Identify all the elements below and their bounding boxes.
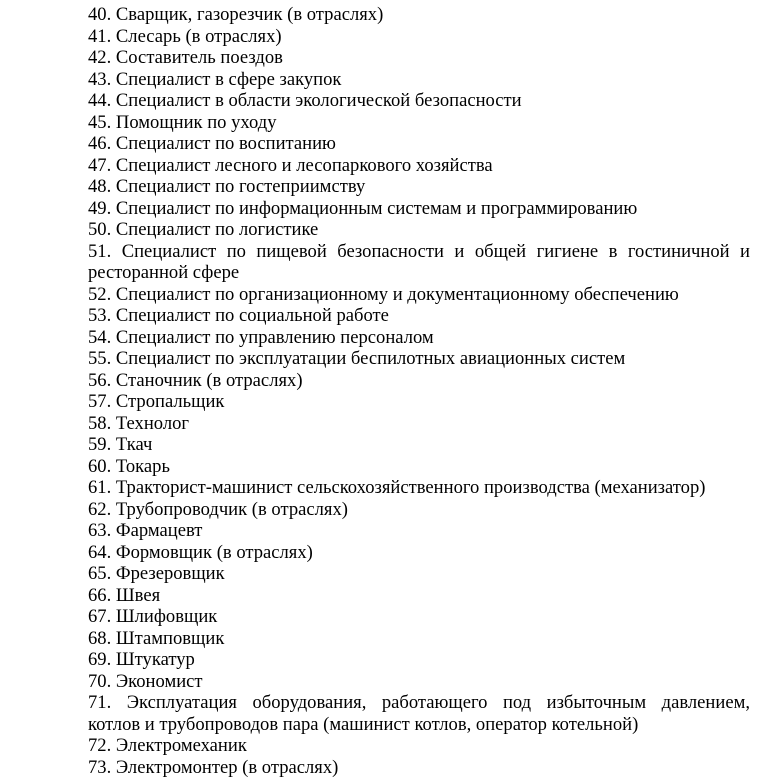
list-item-47: 47. Специалист лесного и лесопаркового хозяйства [88,154,493,176]
item-number: 41. [88,25,112,47]
item-number: 44. [88,90,112,111]
list-item-44: 44. Специалист в области экологической безопасности [88,90,522,111]
item-number: 71. [88,692,112,713]
item-number: 65. [88,563,112,584]
list-item-49: 49. Специалист по информационным системам и программированию [88,197,638,219]
list-item-57: 57. Стропальщик [88,391,225,412]
list-item-58: 58. Технолог [88,412,190,434]
list-item-55: 55. Специалист по эксплуатации беспилотных авиационных систем [88,348,626,369]
item-number: 56. [88,369,112,391]
item-number: 55. [88,348,112,369]
item-number: 46. [88,133,112,154]
item-number: 43. [88,68,112,90]
item-number: 72. [88,735,112,756]
list-item-65: 65. Фрезеровщик [88,563,225,584]
item-number: 73. [88,756,112,778]
item-number: 52. [88,283,112,305]
item-number: 66. [88,584,112,606]
item-number: 67. [88,606,112,627]
list-item-67: 67. Шлифовщик [88,606,218,627]
list-item-56: 56. Станочник (в отраслях) [88,369,303,391]
item-number: 50. [88,219,112,240]
item-number: 49. [88,197,112,219]
item-number: 42. [88,47,112,68]
list-item-63: 63. Фармацевт [88,520,203,541]
item-number: 45. [88,111,112,133]
list-item-62: 62. Трубопроводчик (в отраслях) [88,498,348,520]
list-item-71-continuation: котлов и трубопроводов пара (машинист котлов, оператор котельной) [88,713,639,735]
occupations-list [88,4,750,778]
list-item-61: 61. Тракторист-машинист сельскохозяйственного производства (механизатор) [88,477,706,498]
item-number: 60. [88,455,112,477]
item-number: 64. [88,541,112,563]
list-item-40: 40. Сварщик, газорезчик (в отраслях) [88,4,384,25]
item-number: 59. [88,434,112,455]
list-item-52: 52. Специалист по организационному и документационному обеспечению [88,283,679,305]
item-number: 47. [88,154,112,176]
item-number: 40. [88,4,112,25]
list-item-43: 43. Специалист в сфере закупок [88,68,342,90]
list-item-41: 41. Слесарь (в отраслях) [88,25,282,47]
list-item-72: 72. Электромеханик [88,735,247,756]
list-item-66: 66. Швея [88,584,161,606]
list-item-48: 48. Специалист по гостеприимству [88,176,366,197]
list-item-68: 68. Штамповщик [88,627,225,649]
item-number: 53. [88,305,112,326]
item-number: 70. [88,670,112,692]
item-number: 68. [88,627,112,649]
list-item-51-continuation: ресторанной сфере [88,262,240,283]
list-item-51: 51. Специалист по пищевой безопасности и общей гигиене в гостиничной и [88,240,750,262]
list-item-70: 70. Экономист [88,670,203,692]
list-item-46: 46. Специалист по воспитанию [88,133,336,154]
list-item-59: 59. Ткач [88,434,153,455]
list-item-69: 69. Штукатур [88,649,195,670]
list-item-54: 54. Специалист по управлению персоналом [88,326,434,348]
list-item-60: 60. Токарь [88,455,170,477]
item-number: 57. [88,391,112,412]
list-item-71: 71. Эксплуатация оборудования, работающего под избыточным давлением, [88,692,750,713]
item-number: 63. [88,520,112,541]
list-item-64: 64. Формовщик (в отраслях) [88,541,313,563]
list-item-53: 53. Специалист по социальной работе [88,305,389,326]
list-item-42: 42. Составитель поездов [88,47,283,68]
list-item-73: 73. Электромонтер (в отраслях) [88,756,339,778]
list-item-45: 45. Помощник по уходу [88,111,277,133]
item-number: 51. [88,240,112,262]
item-number: 61. [88,477,112,498]
item-number: 54. [88,326,112,348]
item-number: 62. [88,498,112,520]
list-item-50: 50. Специалист по логистике [88,219,319,240]
item-number: 48. [88,176,112,197]
item-number: 58. [88,412,112,434]
item-number: 69. [88,649,112,670]
